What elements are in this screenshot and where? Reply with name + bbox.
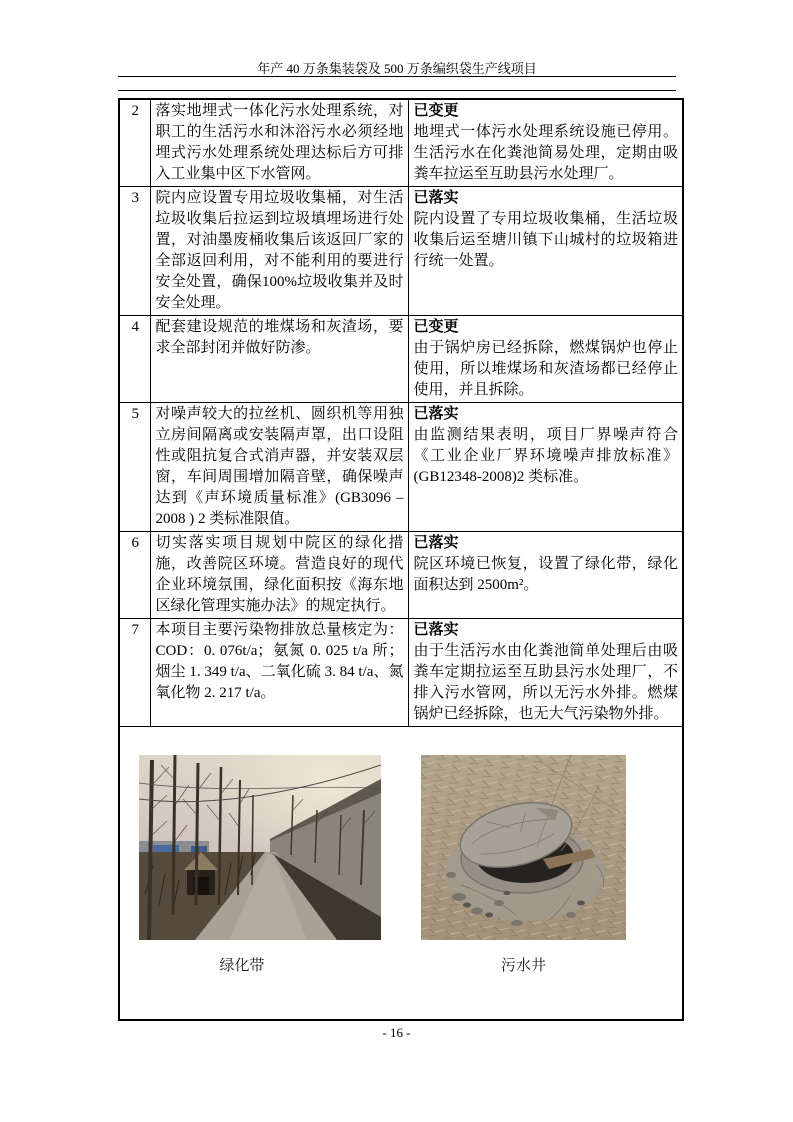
status-text: 由于生活污水由化粪池简单处理后由吸粪车定期拉运至互助县污水处理厂，不排入污水管网，所以无污水外排。燃煤锅炉已经拆除，也无大气污染物外排。 [413, 643, 678, 722]
status-text: 地埋式一体污水处理系统设施已停用。生活污水在化粪池简易处理，定期由吸粪车拉运至互助县污水处理厂。 [413, 124, 678, 182]
row-number: 5 [119, 403, 150, 532]
requirement-cell: 落实地埋式一体化污水处理系统，对职工的生活污水和沐浴污水必须经地埋式污水处理系统处理达标后方可排入工业集中区下水管网。 [150, 99, 408, 187]
status-text: 院区环境已恢复，设置了绿化带，绿化面积达到 2500m²。 [413, 556, 678, 593]
table-row [119, 619, 683, 727]
greenbelt-photo-figure [139, 755, 381, 977]
status-cell [408, 187, 683, 316]
table-row [119, 187, 683, 316]
requirement-cell: 对噪声较大的拉丝机、圆织机等用独立房间隔离或安装隔声罩，出口设阻性或阻抗复合式消声器，并安装双层窗，车间周围增加隔音壁，确保噪声达到《声环境质量标准》(GB3096 – 2008 ) 2 类标准限值。 [150, 403, 408, 532]
sewage-well-caption: 污水井 [500, 958, 546, 974]
status-text: 由监测结果表明，项目厂界噪声符合《工业企业厂界环境噪声排放标准》(GB12348-2008)2 类标准。 [413, 427, 678, 485]
table-row [119, 403, 683, 532]
requirement-cell: 切实落实项目规划中院区的绿化措施，改善院区环境。营造良好的现代企业环境氛围，绿化面积按《海东地区绿化管理实施办法》的规定执行。 [150, 532, 408, 619]
status-text: 由于锅炉房已经拆除，燃煤锅炉也停止使用，所以堆煤场和灰渣场都已经停止使用，并且拆除。 [413, 340, 678, 398]
status-cell [408, 532, 683, 619]
header-rule-bottom [118, 90, 676, 91]
row-number: 7 [119, 619, 150, 727]
sewage-well-photo [421, 755, 626, 940]
greenbelt-photo [139, 755, 381, 940]
photos-cell [119, 727, 683, 1020]
status-cell [408, 403, 683, 532]
status-label: 已落实 [413, 535, 459, 551]
status-label: 已变更 [413, 103, 459, 119]
photos-row [119, 727, 683, 1020]
row-number: 6 [119, 532, 150, 619]
row-number: 3 [119, 187, 150, 316]
row-number: 4 [119, 316, 150, 403]
requirement-cell: 本项目主要污染物排放总量核定为：COD：0. 076t/a；氨氮 0. 025 t/a 所；烟尘 1. 349 t/a、二氧化硫 3. 84 t/a、氮氧化物 2. 217 t/a。 [150, 619, 408, 727]
status-cell [408, 316, 683, 403]
table-row [119, 99, 683, 187]
implementation-table [118, 98, 684, 1021]
status-cell [408, 99, 683, 187]
page-number: - 16 - [382, 1025, 411, 1040]
requirement-cell: 配套建设规范的堆煤场和灰渣场，要求全部封闭并做好防渗。 [150, 316, 408, 403]
status-label: 已变更 [413, 319, 459, 335]
table-row [119, 532, 683, 619]
status-label: 已落实 [413, 622, 459, 638]
status-cell [408, 619, 683, 727]
row-number: 2 [119, 99, 150, 187]
requirement-cell: 院内应设置专用垃圾收集桶，对生活垃圾收集后拉运到垃圾填埋场进行处置，对油墨废桶收集后该返回厂家的全部返回利用，对不能利用的要进行安全处置，确保100%垃圾收集并及时安全处理。 [150, 187, 408, 316]
greenbelt-caption: 绿化带 [219, 958, 265, 974]
status-label: 已落实 [413, 406, 459, 422]
photos-wrap [125, 728, 678, 977]
status-text: 院内设置了专用垃圾收集桶，生活垃圾收集后运至塘川镇下山城村的垃圾箱进行统一处置。 [413, 211, 678, 269]
header-rule-top [118, 76, 676, 77]
page-title: 年产 40 万条集装袋及 500 万条编织袋生产线项目 [257, 61, 537, 76]
table-row [119, 316, 683, 403]
status-label: 已落实 [413, 190, 459, 206]
sewage-well-photo-figure [421, 755, 626, 977]
